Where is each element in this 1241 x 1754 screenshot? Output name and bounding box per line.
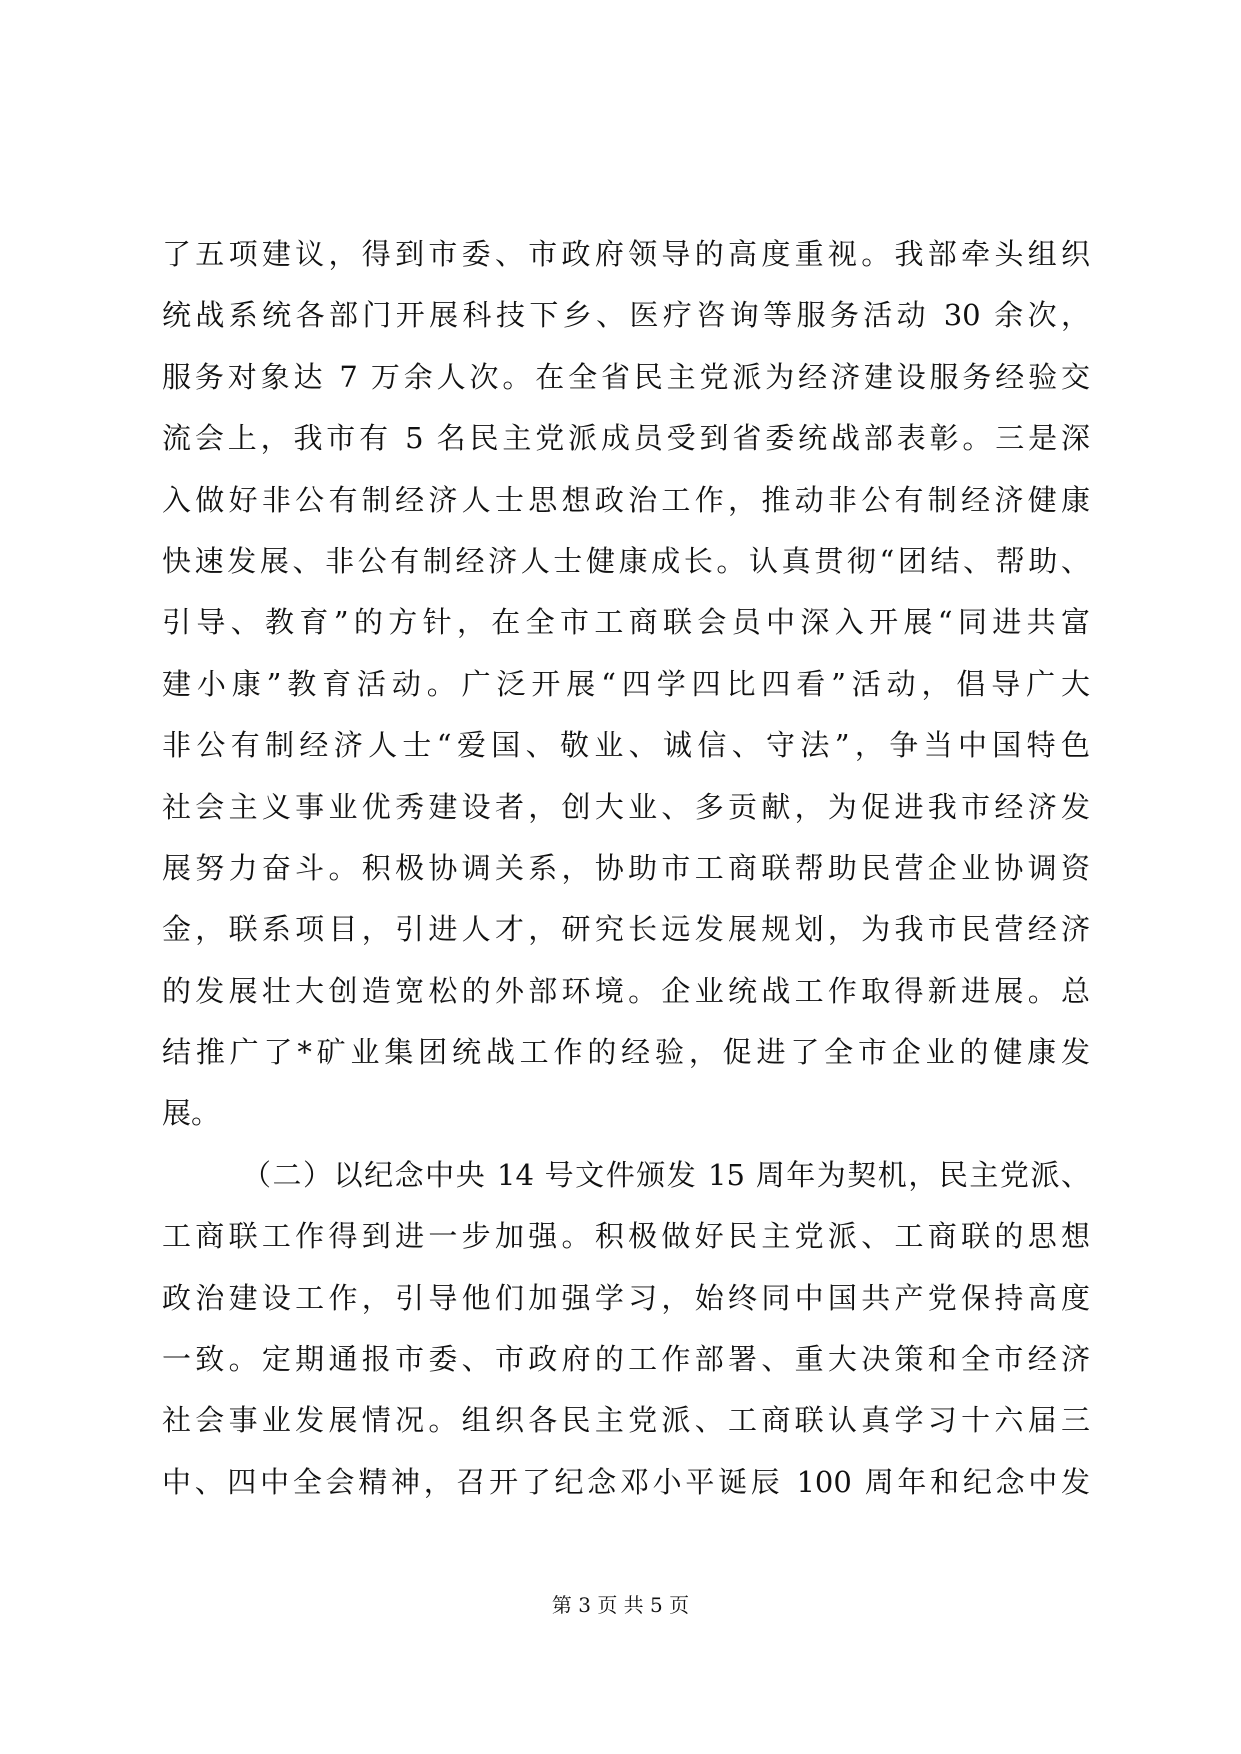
text-line: 了五项建议，得到市委、市政府领导的高度重视。我部牵头组织 xyxy=(162,237,1090,271)
text-line: 流会上，我市有 5 名民主党派成员受到省委统战部表彰。三是深 xyxy=(162,421,1090,456)
text-line: 展。 xyxy=(162,1096,221,1131)
text-line: 金，联系项目，引进人才，研究长远发展规划，为我市民营经济 xyxy=(162,912,1090,947)
text-line: 结推广了*矿业集团统战工作的经验，促进了全市企业的健康发 xyxy=(162,1035,1090,1070)
text-line: 社会主义事业优秀建设者，创大业、多贡献，为促进我市经济发 xyxy=(162,789,1090,824)
text-line: 建小康”教育活动。广泛开展“四学四比四看”活动，倡导广大 xyxy=(162,666,1090,701)
text-line: 工商联工作得到进一步加强。积极做好民主党派、工商联的思想 xyxy=(162,1219,1090,1254)
page-number-footer: 第 3 页 共 5 页 xyxy=(551,1593,690,1617)
text-line: 社会事业发展情况。组织各民主党派、工商联认真学习十六届三 xyxy=(162,1403,1090,1438)
text-line: 政治建设工作，引导他们加强学习，始终同中国共产党保持高度 xyxy=(162,1280,1090,1315)
text-line: 非公有制经济人士“爱国、敬业、诚信、守法”，争当中国特色 xyxy=(162,728,1090,763)
text-line: 服务对象达 7 万余人次。在全省民主党派为经济建设服务经验交 xyxy=(162,359,1090,394)
text-line: 快速发展、非公有制经济人士健康成长。认真贯彻“团结、帮助、 xyxy=(162,543,1090,578)
text-line: 展努力奋斗。积极协调关系，协助市工商联帮助民营企业协调资 xyxy=(162,850,1090,885)
text-line: 中、四中全会精神，召开了纪念邓小平诞辰 100 周年和纪念中发 xyxy=(162,1464,1090,1499)
text-line: 统战系统各部门开展科技下乡、医疗咨询等服务活动 30 余次， xyxy=(162,298,1090,333)
paragraph-start-line: （二）以纪念中央 14 号文件颁发 15 周年为契机，民主党派、 xyxy=(242,1157,1090,1192)
text-line: 入做好非公有制经济人士思想政治工作，推动非公有制经济健康 xyxy=(162,482,1090,517)
text-line: 引导、教育”的方针，在全市工商联会员中深入开展“同进共富 xyxy=(162,605,1090,640)
text-line: 一致。定期通报市委、市政府的工作部署、重大决策和全市经济 xyxy=(162,1342,1090,1377)
text-line: 的发展壮大创造宽松的外部环境。企业统战工作取得新进展。总 xyxy=(162,973,1090,1008)
body-text xyxy=(162,224,1090,1513)
